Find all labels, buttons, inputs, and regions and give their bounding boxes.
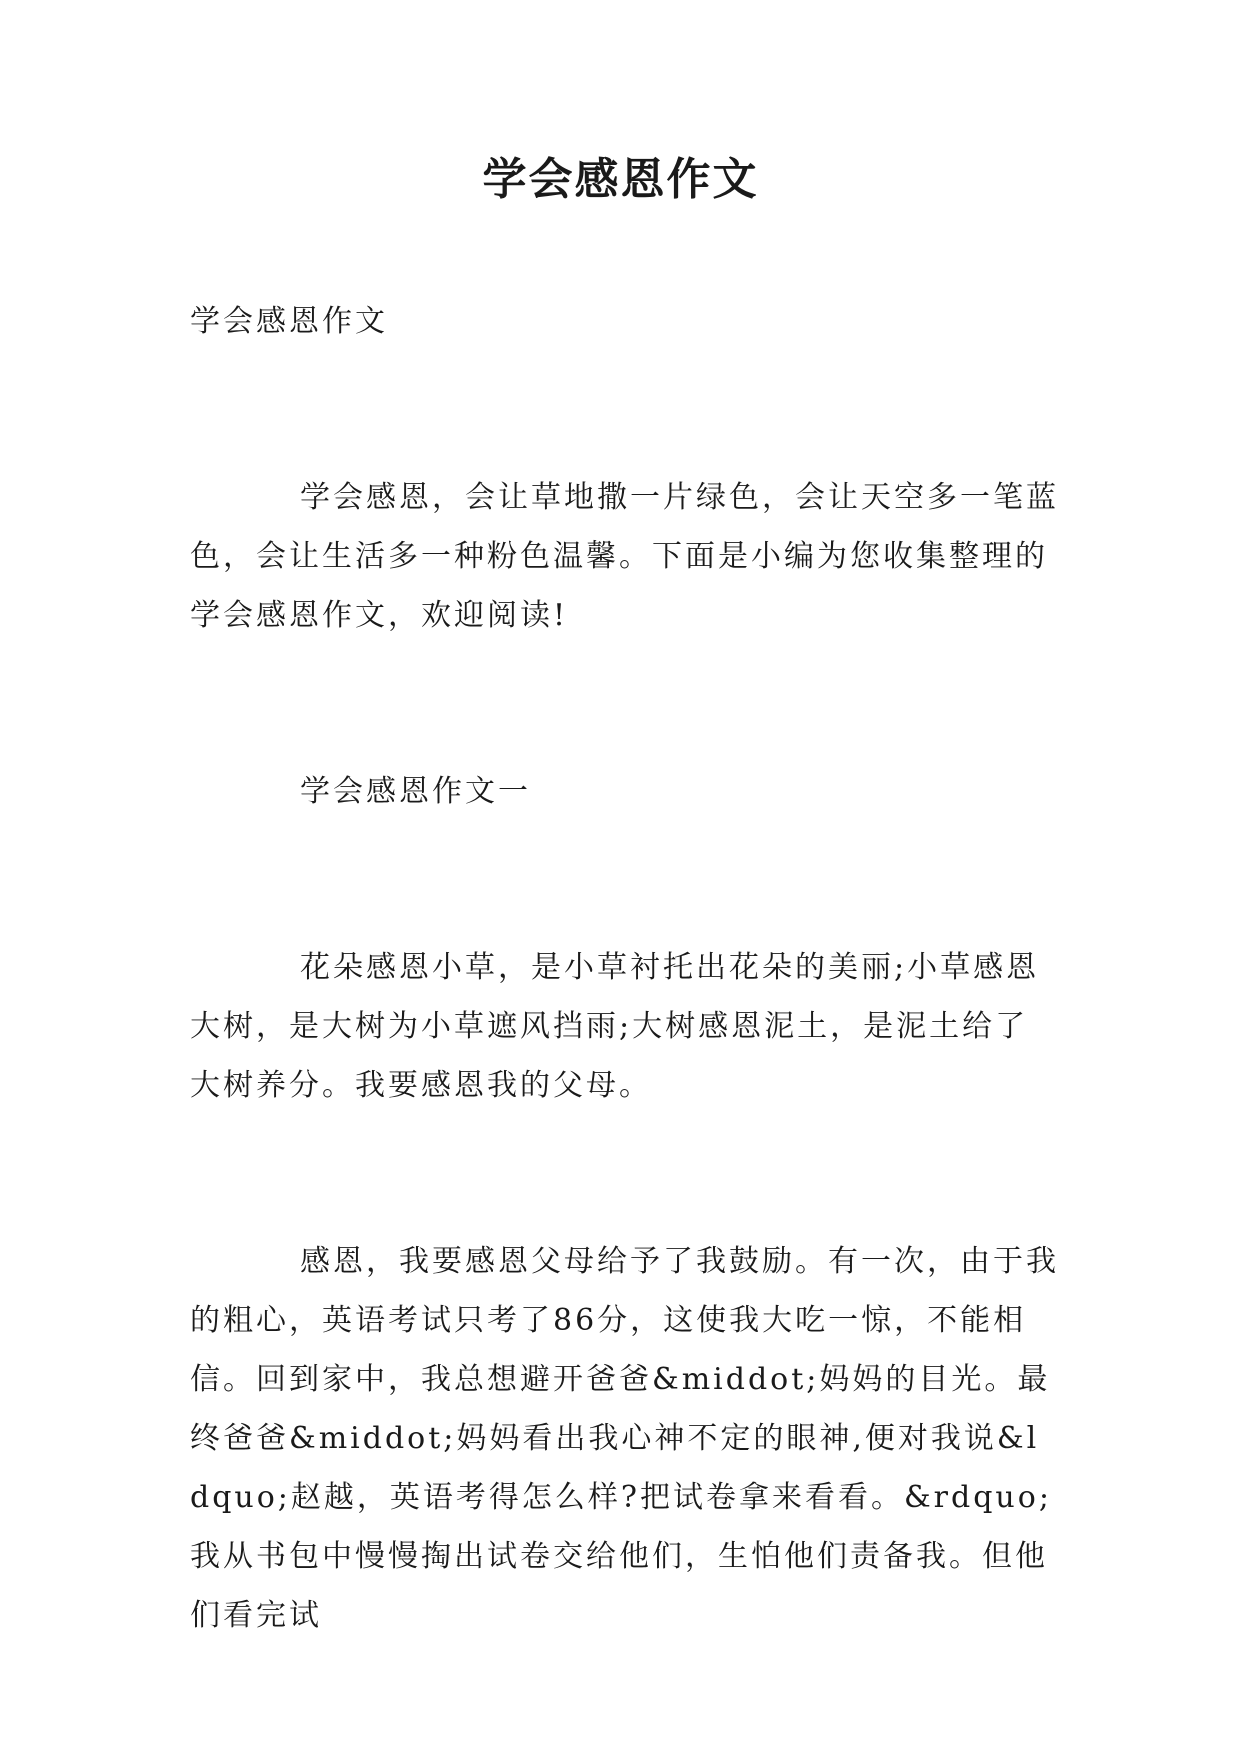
body-paragraph: 花朵感恩小草，是小草衬托出花朵的美丽;小草感恩大树，是大树为小草遮风挡雨;大树感恩泥土，是泥土给了大树养分。我要感恩我的父母。 [190,950,1040,1103]
intro-paragraph: 学会感恩，会让草地撒一片绿色，会让天空多一笔蓝色，会让生活多一种粉色温馨。下面是小编为您收集整理的学会感恩作文，欢迎阅读! [190,480,1059,633]
section-heading: 学会感恩作文一 [300,774,531,809]
body-paragraph: 感恩，我要感恩父母给予了我鼓励。有一次，由于我的粗心，英语考试只考了86分，这使我大吃一惊，不能相信。回到家中，我总想避开爸爸&middot;妈妈的目光。最终爸爸&middot;妈妈看出我心神不定的眼神,便对我说&ldquo;赵越，英语考得怎么样?把试卷拿来看看。&rdquo;我从书包中慢慢掏出试卷交给他们，生怕他们责备我。但他们看完试 [190,1244,1059,1633]
document-title: 学会感恩作文 [482,154,759,205]
document-subtitle: 学会感恩作文 [190,304,388,339]
document-body [190,292,1060,1645]
